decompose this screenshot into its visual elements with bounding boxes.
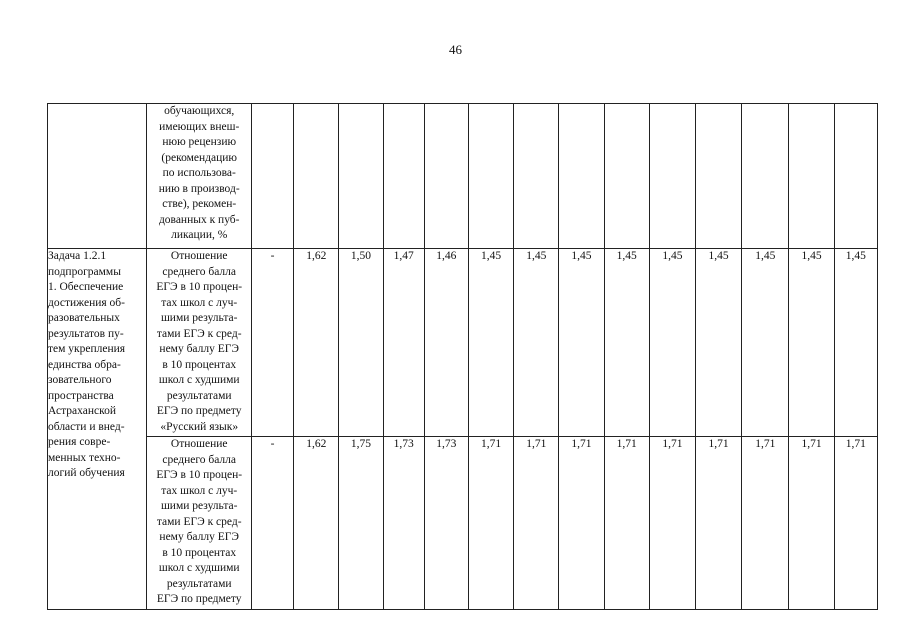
cell-text-line: шими результа-	[160, 312, 238, 324]
value-cell	[424, 104, 468, 249]
value-cell: 1,71	[789, 437, 834, 610]
cell-text-line: Отношение	[170, 438, 228, 450]
value-cell	[383, 104, 424, 249]
cell-text-line: по использова-	[162, 167, 236, 179]
value-cell: 1,73	[424, 437, 468, 610]
value-cell: 1,73	[383, 437, 424, 610]
value-cell	[696, 104, 742, 249]
cell-text-line: нюю рецензию	[162, 136, 237, 148]
value-cell: 1,71	[649, 437, 695, 610]
value-cell: 1,45	[604, 249, 649, 437]
cell-text-line: ликации, %	[171, 229, 228, 241]
cell-text-line: нему баллу ЕГЭ	[159, 343, 240, 355]
value-cell: 1,71	[604, 437, 649, 610]
value-cell	[514, 104, 559, 249]
cell-text-line: подпрограммы	[48, 265, 121, 278]
value-cell: 1,71	[696, 437, 742, 610]
value-cell: 1,50	[339, 249, 383, 437]
value-cell	[604, 104, 649, 249]
cell-text-line: Астраханской	[48, 405, 117, 417]
value-cell	[834, 104, 877, 249]
task-cell	[48, 249, 147, 610]
value-cell: 1,71	[468, 437, 513, 610]
value-cell: 1,45	[834, 249, 877, 437]
cell-text-line: среднего балла	[162, 265, 237, 278]
cell-text-line: школ с худшими	[158, 374, 240, 386]
value-cell	[649, 104, 695, 249]
cell-text-line: достижения об-	[48, 296, 125, 309]
cell-text-line: 1. Обеспечение	[48, 281, 124, 293]
cell-text-line: в 10 процентах	[162, 546, 237, 559]
cell-text-line: в 10 процентах	[162, 358, 237, 371]
value-cell	[789, 104, 834, 249]
value-cell: 1,62	[294, 437, 339, 610]
cell-text-line: тах школ с луч-	[161, 296, 238, 309]
cell-text-line: «Русский язык»	[160, 420, 239, 433]
value-cell: 1,45	[696, 249, 742, 437]
value-cell: 1,45	[468, 249, 513, 437]
value-cell: 1,62	[294, 249, 339, 437]
cell-text-line: шими результа-	[160, 500, 238, 512]
cell-text-line: имеющих внеш-	[159, 120, 240, 133]
cell-text-line: ЕГЭ по предмету	[156, 593, 242, 605]
cell-text-line: среднего балла	[162, 453, 237, 466]
cell-text-line: школ с худшими	[158, 562, 240, 574]
cell-text-line: результатами	[166, 389, 232, 402]
cell-text-line: Отношение	[170, 250, 228, 262]
cell-text-line: стве), рекомен-	[162, 198, 237, 210]
value-cell: 1,45	[559, 249, 604, 437]
cell-text-line: тами ЕГЭ к сред-	[156, 515, 242, 528]
indicator-cell	[147, 249, 252, 437]
value-cell: 1,45	[649, 249, 695, 437]
value-cell: 1,75	[339, 437, 383, 610]
cell-text-line: результатов пу-	[48, 327, 124, 340]
cell-text-line: ЕГЭ в 10 процен-	[156, 281, 243, 293]
cell-text-line: единства обра-	[48, 358, 121, 371]
table-row	[48, 437, 878, 610]
cell-text-line: ЕГЭ в 10 процен-	[156, 469, 243, 481]
value-cell: 1,47	[383, 249, 424, 437]
indicator-cell	[147, 104, 252, 249]
cell-text-line: нему баллу ЕГЭ	[159, 531, 240, 543]
value-cell: 1,45	[742, 249, 789, 437]
cell-text-line: (рекомендацию	[161, 151, 238, 164]
cell-text-line: области и внед-	[48, 420, 125, 433]
value-cell	[339, 104, 383, 249]
value-cell	[742, 104, 789, 249]
value-cell: 1,45	[789, 249, 834, 437]
value-cell: 1,71	[514, 437, 559, 610]
task-cell	[48, 104, 147, 249]
value-cell: 1,45	[514, 249, 559, 437]
value-cell	[251, 104, 293, 249]
table-row	[48, 104, 878, 249]
value-cell: 1,46	[424, 249, 468, 437]
cell-text-line: тами ЕГЭ к сред-	[156, 327, 242, 340]
cell-text-line: ЕГЭ по предмету	[156, 405, 242, 417]
value-cell: 1,71	[834, 437, 877, 610]
cell-text-line: рения совре-	[48, 436, 111, 448]
value-cell	[559, 104, 604, 249]
cell-text-line: нию в производ-	[158, 182, 240, 195]
cell-text-line: тах школ с луч-	[161, 484, 238, 497]
value-cell: -	[251, 249, 293, 437]
value-cell: 1,71	[559, 437, 604, 610]
indicators-table	[47, 103, 878, 610]
value-cell	[468, 104, 513, 249]
cell-text-line: разовательных	[48, 312, 120, 324]
page-number: 46	[449, 42, 462, 57]
value-cell: -	[251, 437, 293, 610]
cell-text-line: зовательного	[48, 374, 112, 386]
cell-text-line: пространства	[48, 389, 114, 402]
cell-text-line: результатами	[166, 577, 232, 590]
cell-text-line: менных техно-	[48, 451, 121, 464]
cell-text-line: тем укрепления	[48, 343, 126, 355]
cell-text-line: обучающихся,	[164, 105, 235, 117]
cell-text-line: дованных к пуб-	[158, 213, 240, 226]
value-cell: 1,71	[742, 437, 789, 610]
cell-text-line: Задача 1.2.1	[48, 250, 107, 262]
cell-text-line: логий обучения	[48, 467, 125, 479]
table-row	[48, 249, 878, 437]
indicator-cell	[147, 437, 252, 610]
value-cell	[294, 104, 339, 249]
